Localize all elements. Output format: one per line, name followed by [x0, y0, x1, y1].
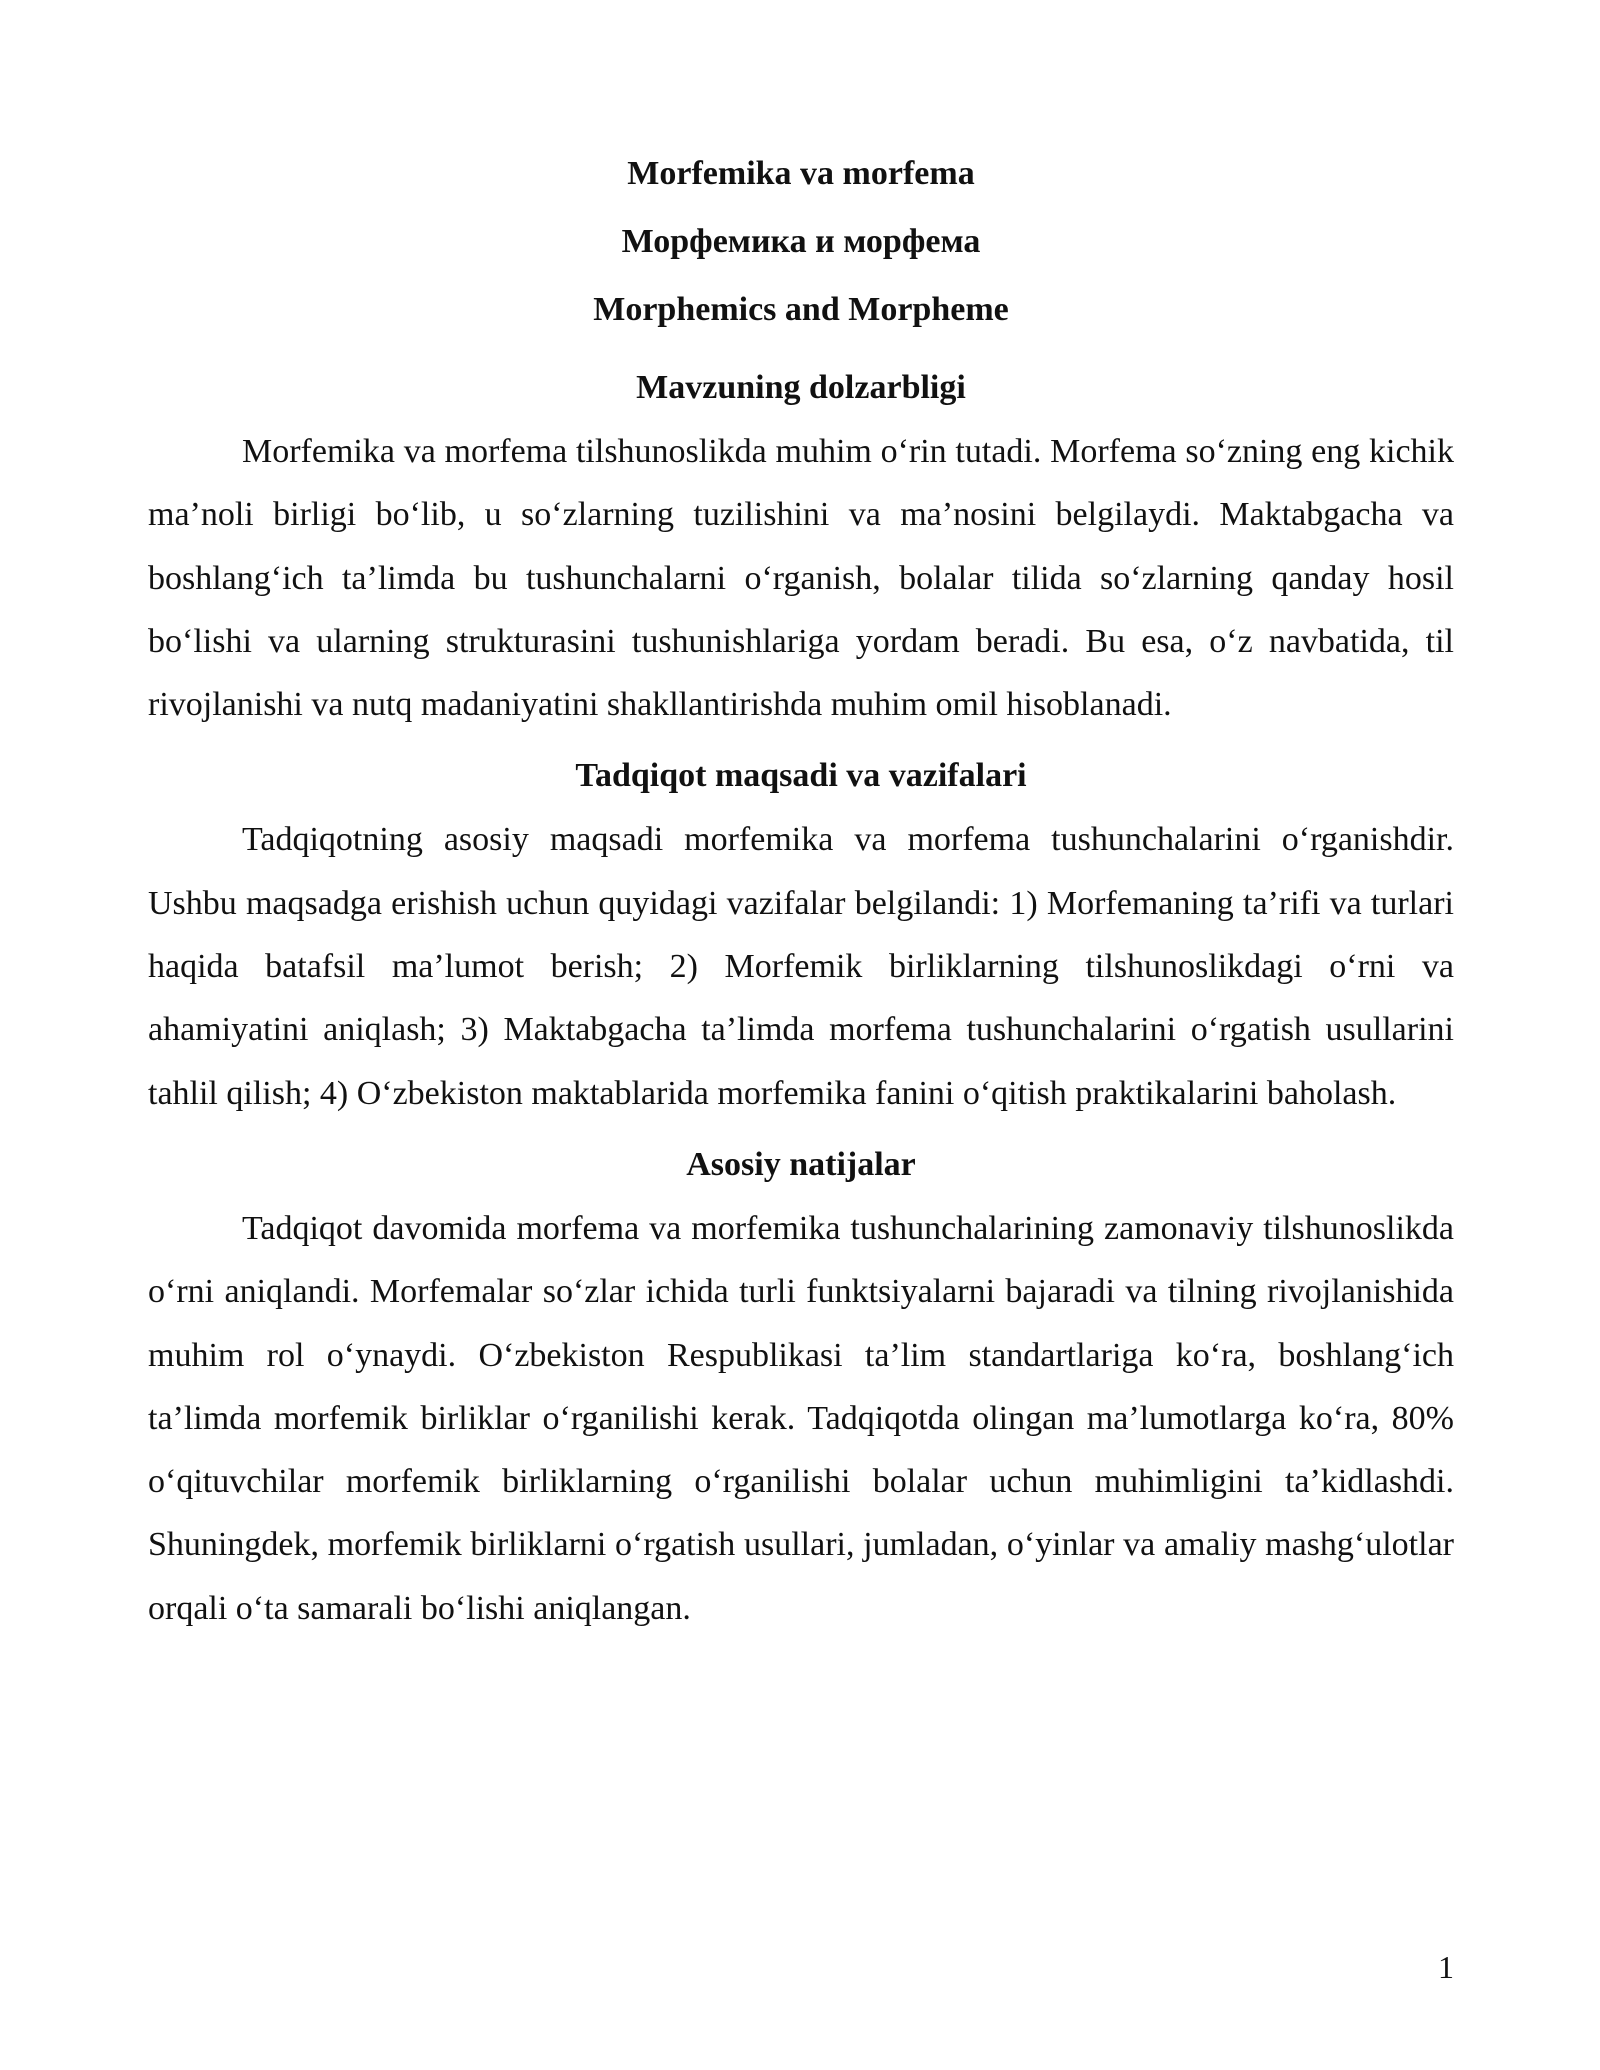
section-paragraph-results: Tadqiqot davomida morfema va morfemika tushunchalarining zamonaviy tilshunoslikda o‘rni aniqlandi. Morfemalar so‘zlar ichida turli funktsiyalarni bajaradi va tilning rivojlanishida muhim rol o‘ynaydi. O‘zbekiston Respublikasi ta’lim standartlariga ko‘ra, boshlang‘ich ta’limda morfemik birliklar o‘rganilishi kerak. Tadqiqotda olingan ma’lumotlarga ko‘ra, 80% o‘qituvchilar morfemik birliklarning o‘rganilishi bolalar uchun muhimligini ta’kidlashdi. Shuningdek, morfemik birliklarni o‘rgatish usullari, jumladan, o‘yinlar va amaliy mashg‘ulotlar orqali o‘ta samarali bo‘lishi aniqlangan. [148, 1209, 1454, 1627]
section-heading-goals: Tadqiqot maqsadi va vazifalari [575, 757, 1027, 795]
title-russian: Морфемика и морфема [621, 223, 981, 260]
title-english: Morphemics and Morpheme [593, 291, 1009, 328]
page-number: 1 [1438, 1949, 1454, 1985]
title-uzbek: Morfemika va morfema [627, 155, 975, 192]
section-paragraph-goals: Tadqiqotning asosiy maqsadi morfemika va morfema tushunchalarini o‘rganishdir. Ushbu maqsadga erishish uchun quyidagi vazifalar belgilandi: 1) Morfemaning ta’rifi va turlari haqida batafsil ma’lumot berish; 2) Morfemik birliklarning tilshunoslikdagi o‘rni va ahamiyatini aniqlash; 3) Maktabgacha ta’limda morfema tushunchalarini o‘rgatish usullarini tahlil qilish; 4) O‘zbekiston maktablarida morfemika fanini o‘qitish praktikalarini baholash. [148, 821, 1454, 1112]
section-heading-results: Asosiy natijalar [686, 1145, 916, 1183]
page-content [148, 140, 1454, 1640]
section-paragraph-relevance: Morfemika va morfema tilshunoslikda muhim o‘rin tutadi. Morfema so‘zning eng kichik ma’noli birligi bo‘lib, u so‘zlarning tuzilishini va ma’nosini belgilaydi. Maktabgacha va boshlang‘ich ta’limda bu tushunchalarni o‘rganish, bolalar tilida so‘zlarning qanday hosil bo‘lishi va ularning strukturasini tushunishlariga yordam beradi. Bu esa, o‘z navbatida, til rivojlanishi va nutq madaniyatini shakllantirishda muhim omil hisoblanadi. [148, 433, 1454, 724]
section-heading-relevance: Mavzuning dolzarbligi [636, 369, 966, 406]
